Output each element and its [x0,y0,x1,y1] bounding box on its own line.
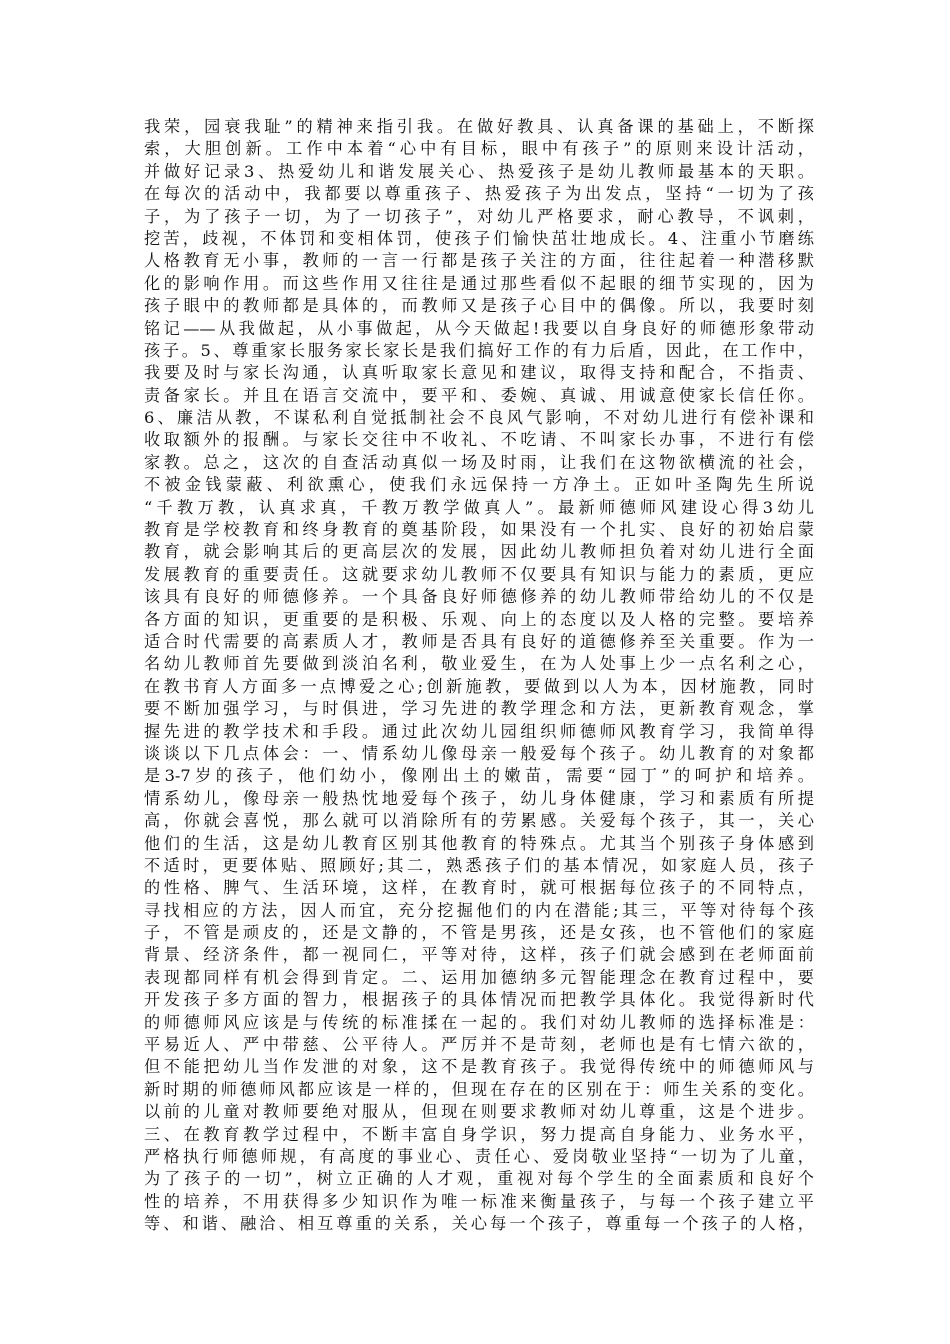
text-line: 等、和谐、融洽、相互尊重的关系，关心每一个孩子，尊重每一个孩子的人格， [144,1214,814,1234]
text-line: 性的培养，不用获得多少知识作为唯一标准来衡量孩子，与每一个孩子建立平 [144,1191,814,1211]
text-line: 是3-7岁的孩子，他们幼小，像刚出土的嫩苗，需要“园丁”的呵护和培养。 [144,766,814,786]
text-line: 各方面的知识，更重要的是积极、乐观、向上的态度以及人格的完整。要培养 [144,609,814,629]
text-line: 为了孩子的一切”，树立正确的人才观，重视对每个学生的全面素质和良好个 [144,1169,814,1189]
text-line: 化的影响作用。而这些作用又往往是通过那些看似不起眼的细节实现的，因为 [144,273,814,293]
text-line: 谈谈以下几点体会：一、情系幼儿像母亲一般爱每个孩子。幼儿教育的对象都 [144,743,814,763]
text-line: 收取额外的报酬。与家长交往中不收礼、不吃请、不叫家长办事，不进行有偿 [144,430,814,450]
text-line: 该具有良好的师德修养。一个具备良好师德修养的幼儿教师带给幼儿的不仅是 [144,587,814,607]
text-line: 我要及时与家长沟通，认真听取家长意见和建议，取得支持和配合，不指责、 [144,363,814,383]
text-line: 挖苦，歧视，不体罚和变相体罚，使孩子们愉快茁壮地成长。4、注重小节磨练 [144,228,814,248]
text-line: 人格教育无小事，教师的一言一行都是孩子关注的方面，往往起着一种潜移默 [144,251,814,271]
text-line: 名幼儿教师首先要做到淡泊名利，敬业爱生，在为人处事上少一点名利之心， [144,654,814,674]
text-line: 责备家长。并且在语言交流中，要平和、委婉、真诚、用诚意使家长信任你。 [144,385,814,405]
text-line: 平易近人、严中带慈、公平待人。严厉并不是苛刻，老师也是有七情六欲的， [144,1035,814,1055]
text-line: 发展教育的重要责任。这就要求幼儿教师不仅要具有知识与能力的素质，更应 [144,564,814,584]
text-line: 孩子眼中的教师都是具体的，而教师又是孩子心目中的偶像。所以，我要时刻 [144,296,814,316]
text-line: 的性格、脾气、生活环境，这样，在教育时，就可根据每位孩子的不同特点， [144,878,814,898]
text-line: 在每次的活动中，我都要以尊重孩子、热爱孩子为出发点，坚持“一切为了孩 [144,184,814,204]
text-line: 在教书育人方面多一点博爱之心;创新施教，要做到以人为本，因材施教，同时 [144,676,814,696]
body-text [144,116,814,1236]
text-line: “千教万教，认真求真，千教万教学做真人”。最新师德师风建设心得3幼儿 [144,497,814,517]
text-line: 以前的儿童对教师要绝对服从，但现在则要求教师对幼儿尊重，这是个进步。 [144,1102,814,1122]
text-line: 情系幼儿，像母亲一般热忱地爱每个孩子，幼儿身体健康，学习和素质有所提 [144,788,814,808]
text-line: 子，为了孩子一切，为了一切孩子”，对幼儿严格要求，耐心教导，不讽刺， [144,206,814,226]
text-line: 三、在教育教学过程中，不断丰富自身学识，努力提高自身能力、业务水平， [144,1124,814,1144]
text-line: 家教。总之，这次的自查活动真似一场及时雨，让我们在这物欲横流的社会， [144,452,814,472]
text-line: 要不断加强学习，与时俱进，学习先进的教学理念和方法，更新教育观念，掌 [144,699,814,719]
text-line: 并做好记录3、热爱幼儿和谐发展关心、热爱孩子是幼儿教师最基本的天职。 [144,161,814,181]
text-line: 铭记——从我做起，从小事做起，从今天做起!我要以自身良好的师德形象带动 [144,318,814,338]
text-line: 子，不管是顽皮的，还是文静的，不管是男孩，还是女孩，也不管他们的家庭 [144,923,814,943]
text-line: 握先进的教学技术和手段。通过此次幼儿园组织师德师风教育学习，我简单得 [144,721,814,741]
text-line: 他们的生活，这是幼儿教育区别其他教育的特殊点。尤其当个别孩子身体感到 [144,833,814,853]
text-line: 开发孩子多方面的智力，根据孩子的具体情况而把教学具体化。我觉得新时代 [144,990,814,1010]
text-line: 6、廉洁从教，不谋私利自觉抵制社会不良风气影响，不对幼儿进行有偿补课和 [144,408,814,428]
text-line: 适合时代需要的高素质人才，教师是否具有良好的道德修养至关重要。作为一 [144,631,814,651]
text-line: 严格执行师德师规，有高度的事业心、责任心、爱岗敬业坚持“一切为了儿童， [144,1146,814,1166]
text-line: 我荣，园衰我耻”的精神来指引我。在做好教具、认真备课的基础上，不断探 [144,117,814,136]
text-line: 不被金钱蒙蔽、利欲熏心，使我们永远保持一方净土。正如叶圣陶先生所说 [144,475,814,495]
text-line: 但不能把幼儿当作发泄的对象，这不是教育孩子。我觉得传统中的师德师风与 [144,1057,814,1077]
text-line: 新时期的师德师风都应该是一样的，但现在存在的区别在于：师生关系的变化。 [144,1079,814,1099]
text-line: 表现都同样有机会得到肯定。二、运用加德纳多元智能理念在教育过程中，要 [144,967,814,987]
text-line: 不适时，更要体贴、照顾好;其二，熟悉孩子们的基本情况，如家庭人员，孩子 [144,855,814,875]
text-line: 孩子。5、尊重家长服务家长家长是我们搞好工作的有力后盾，因此，在工作中， [144,340,814,360]
text-line: 寻找相应的方法，因人而宜，充分挖掘他们的内在潜能;其三，平等对待每个孩 [144,900,814,920]
text-line: 高，你就会喜悦，那么就可以消除所有的劳累感。关爱每个孩子，其一，关心 [144,811,814,831]
text-line: 教育，就会影响其后的更高层次的发展，因此幼儿教师担负着对幼儿进行全面 [144,542,814,562]
text-line: 索，大胆创新。工作中本着“心中有目标，眼中有孩子”的原则来设计活动， [144,139,814,159]
text-line: 教育是学校教育和终身教育的奠基阶段，如果没有一个扎实、良好的初始启蒙 [144,520,814,540]
text-line: 背景、经济条件，都一视同仁，平等对待，这样，孩子们就会感到在老师面前 [144,945,814,965]
text-line: 的师德师风应该是与传统的标准揉在一起的。我们对幼儿教师的选择标准是： [144,1012,814,1032]
